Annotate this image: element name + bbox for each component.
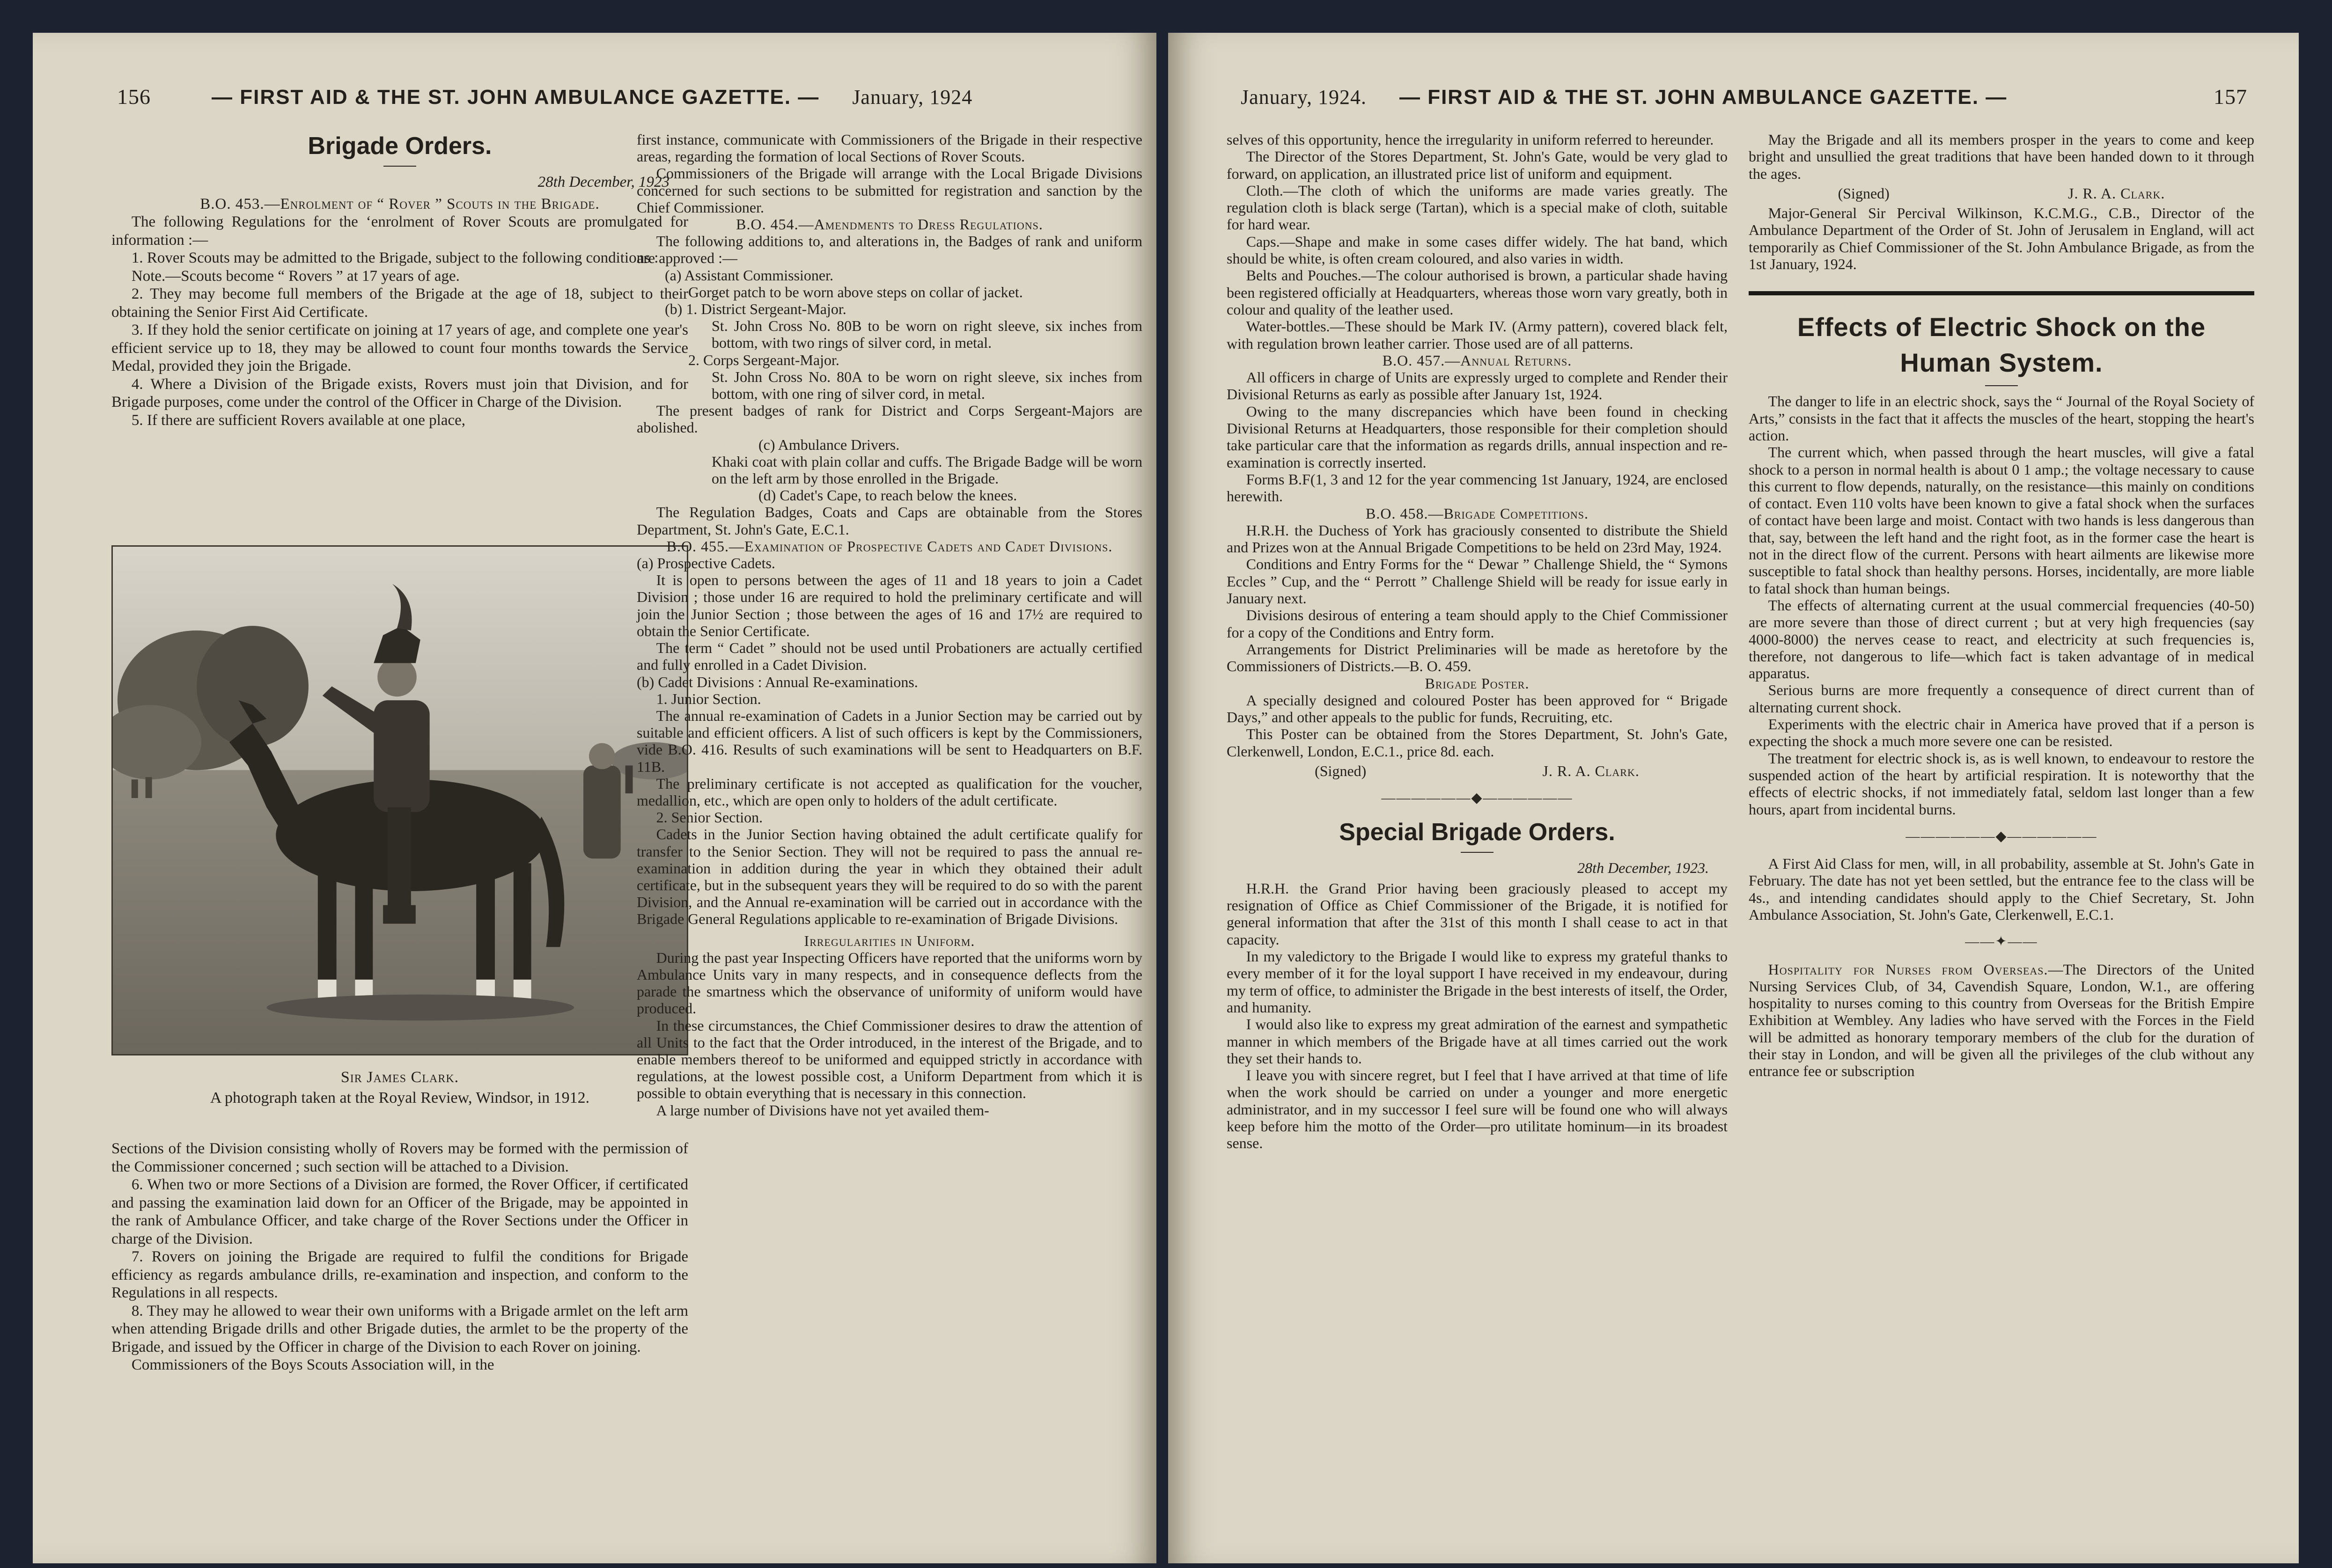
left-column-2 [637, 131, 1142, 1119]
left-column-1-bottom [111, 1140, 688, 1374]
paragraph: The annual re-examination of Cadets in a Junior Section may be carried out by suitable and efficient officers. A list of such officers is kept by the Commissioners, vide B.O. 416. Results of such examinations will be sent to Headquarters on B.F. 11B. [637, 707, 1142, 775]
photo-caption [111, 1067, 688, 1108]
page-number: 156 [117, 85, 151, 109]
order-title: B.O. 458.—Brigade Competitions. [1366, 505, 1589, 522]
list-item: Gorget patch to be worn above steps on collar of jacket. [688, 283, 1023, 300]
list-item: Khaki coat with plain collar and cuffs. The Brigade Badge will be worn on the left arm by those enrolled in the Brigade. [712, 453, 1142, 487]
list-item: (b) 1. District Sergeant-Major. [665, 300, 846, 318]
paragraph: The term “ Cadet ” should not be used until Probationers are actually certified and fully enrolled in a Cadet Division. [637, 639, 1142, 674]
list-item: (a) Prospective Cadets. [637, 555, 775, 572]
right-column-1 [1227, 131, 1728, 1152]
caption-name: Sir James Clark. [340, 1069, 459, 1086]
order-title: B.O. 457.—Annual Returns. [1382, 352, 1572, 369]
order-title: B.O. 454.—Amendments to Dress Regulations. [736, 216, 1043, 233]
paragraph: During the past year Inspecting Officers have reported that the uniforms worn by Ambulance Units vary in many respects, and in consequence deflects from the parade the smartness which the observance of uniformity of uniform would have produced. [637, 949, 1142, 1017]
section-heading: Brigade Orders. [308, 132, 492, 160]
ornament-divider: ——————◆—————— [1381, 790, 1573, 806]
paragraph: The treatment for electric shock is, as is well known, to endeavour to restore the suspended action of the heart by artificial respiration. It is noteworthy that the effects of electric shocks, if not immediately fatal, seldom last longer than a few hours, apart from incidental burns. [1749, 749, 2254, 818]
paragraph: 3. If they hold the senior certificate on joining at 17 years of age, and complete one year's efficient service up to 18, they may be allowed to count four months towards the Service Medal, provided they join the Brigade. [111, 322, 688, 374]
journal-title: — FIRST AID & THE ST. JOHN AMBULANCE GAZETTE. — [1399, 86, 2008, 109]
paragraph: The current which, when passed through the heart muscles, will give a fatal shock to a person in normal health is about 0 1 amp.; the voltage necessary to cause this current to flow depends, naturally, on the resistance—this mainly on conditions of contact. Even 110 volts have been known to give a fatal shock when the surfaces of contact have been large and moist. Contact with two hands is less dangerous than that, say, between the left hand and the right foot, as in the former case the heart is not in the direct flow of the current. Persons with heart ailments are likewise more susceptible to fatal shock than healthy persons. Horses, incidentally, are more liable to fatal shock than human beings. [1749, 444, 2254, 597]
dateline: 28th December, 1923. [1577, 859, 1709, 876]
paragraph: 8. They may he allowed to wear their own uniforms with a Brigade armlet on the left arm when attending Brigade drills and other Brigade duties, the armlet to be the property of the Brigade, and issued by the Officer in charge of the Division to each Rover on joining. [111, 1302, 688, 1356]
paragraph: The following Regulations for the ‘enrolment of Rover Scouts are promulgated for information :— [111, 213, 688, 249]
paragraph-lead: Hospitality for Nurses from Overseas. [1768, 960, 2048, 978]
paragraph: May the Brigade and all its members prosper in the years to come and keep bright and unsullied the great traditions that have been handed down to it through the ages. [1749, 131, 2254, 182]
photograph-sir-james-clark [111, 545, 688, 1055]
dateline: 28th December, 1923 [537, 174, 669, 191]
paragraph: A First Aid Class for men, will, in all probability, assemble at St. John's Gate in February. The date has not yet been settled, but the entrance fee to the class will be 4s., and intending candidates should apply to the Chief Secretary, St. John Ambulance Association, St. John's Gate, Clerkenwell, E.C.1. [1749, 855, 2254, 923]
paragraph: Conditions and Entry Forms for the “ Dewar ” Challenge Shield, the “ Symons Eccles ” Cup, and the “ Perrott ” Challenge Shield will be ready for issue early in January next. [1227, 556, 1728, 607]
paragraph: This Poster can be obtained from the Stores Department, St. John's Gate, Clerkenwell, London, E.C.1., price 8d. each. [1227, 725, 1728, 760]
paragraph: Major-General Sir Percival Wilkinson, K.C.M.G., C.B., Director of the Ambulance Department of the Order of St. John of Jerusalem in England, will act temporarily as Chief Commissioner of the St. John Ambulance Brigade, as from the 1st January, 1924. [1749, 205, 2254, 273]
paragraph: Note.—Scouts become “ Rovers ” at 17 years of age. [131, 267, 460, 285]
list-item: (d) Cadet's Cape, to reach below the knees. [758, 487, 1017, 504]
paragraph: 6. When two or more Sections of a Division are formed, the Rover Officer, if certificated and passing the examination laid down for an Officer of the Brigade, may be appointed in the rank of Ambulance Officer, and take charge of the Rover Sections under the Officer in charge of the Division. [111, 1176, 688, 1247]
paragraph: I would also like to express my great admiration of the earnest and sympathetic manner in which members of the Brigade have at all times carried out the work they set their hands to. [1227, 1016, 1728, 1067]
paragraph: Water-bottles.—These should be Mark IV. (Army pattern), covered black felt, with regulation brown leather carrier. Those used are of all patterns. [1227, 318, 1728, 352]
issue-date: January, 1924 [852, 86, 973, 109]
running-head-right [1241, 84, 2247, 122]
paragraph: Divisions desirous of entering a team should apply to the Chief Commissioner for a copy of the Conditions and Entry form. [1227, 607, 1728, 641]
list-item: 2. Corps Sergeant-Major. [688, 351, 839, 368]
signed-label: (Signed) [1838, 184, 1890, 202]
left-page [33, 33, 1156, 1563]
divider [1985, 385, 2018, 386]
list-item: (b) Cadet Divisions : Annual Re-examinations. [637, 673, 918, 690]
paragraph: Belts and Pouches.—The colour authorised is brown, a particular shade having been registered officially at Headquarters, whereas those worn vary greatly, both in colour and quality of the leather used. [1227, 267, 1728, 318]
paragraph: The preliminary certificate is not accepted as qualification for the voucher, medallion, etc., which are open only to holders of the adult certificate. [637, 775, 1142, 809]
right-page [1168, 33, 2299, 1563]
ornament-divider: ——————◆—————— [1905, 828, 2097, 844]
divider [383, 166, 416, 167]
subsection-title: Brigade Poster. [1425, 674, 1530, 692]
paragraph: H.R.H. the Duchess of York has graciously consented to distribute the Shield and Prizes won at the Annual Brigade Competitions to be held on 23rd May, 1924. [1227, 521, 1728, 556]
paragraph: selves of this opportunity, hence the irregularity in uniform referred to hereunder. [1227, 131, 1714, 148]
signatory-name: J. R. A. Clark. [1542, 762, 1640, 779]
paragraph: 2. They may become full members of the Brigade at the age of 18, subject to their obtaining the Senior First Aid Certificate. [111, 286, 688, 321]
paragraph: 7. Rovers on joining the Brigade are required to fulfil the conditions for Brigade efficiency as regards ambulance drills, re-examination and inspection, and conform to the Regulations in all respects. [111, 1248, 688, 1301]
paragraph: The Director of the Stores Department, St. John's Gate, would be very glad to forward, on application, an illustrated price list of uniform and equipment. [1227, 148, 1728, 182]
ornament-divider: ——✦—— [1965, 934, 2038, 950]
paragraph: In my valedictory to the Brigade I would like to express my grateful thanks to every member of it for the loyal support I have received in my endeavour, during my term of office, to administer the Brigade in the best interests of itself, the Order, and humanity. [1227, 948, 1728, 1016]
signed-label: (Signed) [1315, 762, 1367, 779]
paragraph: H.R.H. the Grand Prior having been graciously pleased to accept my resignation of Office as Chief Commissioner of the Brigade, it is notified for general information that after the 31st of this month I shall cease to act in that capacity. [1227, 879, 1728, 948]
divider [1461, 852, 1493, 853]
section-heading: Special Brigade Orders. [1339, 818, 1615, 846]
signature-line [1227, 762, 1728, 779]
photo-illustration [113, 547, 687, 1054]
list-item: (a) Assistant Commissioner. [665, 266, 833, 284]
order-title: B.O. 455.—Examination of Prospective Cadets and Cadet Divisions. [666, 537, 1113, 555]
paragraph: Cadets in the Junior Section having obtained the adult certificate qualify for transfer to the Senior Section. They will not be required to pass the annual re-examination in addition during the year in which they obtained their adult certificate, but in the subsequent years they will be required to do so with the parent Division, and the Annual re-examination will be carried out in accordance with the Brigade General Regulations applicable to re-examination of Brigade Divisions. [637, 826, 1142, 928]
paragraph: Experiments with the electric chair in America have proved that if a person is expecting the shock a much more severe one can be resisted. [1749, 716, 2254, 750]
paragraph: All officers in charge of Units are expressly urged to complete and Render their Divisional Returns as early as possible after January 1st, 1924. [1227, 369, 1728, 403]
list-item: 2. Senior Section. [656, 809, 763, 826]
paragraph: 5. If there are sufficient Rovers available at one place, [131, 411, 466, 429]
paragraph: The following additions to, and alterations in, the Badges of rank and uniform are approved :— [637, 233, 1142, 267]
left-column-1-top [111, 131, 688, 429]
paragraph: The Regulation Badges, Coats and Caps are obtainable from the Stores Department, St. John's Gate, E.C.1. [637, 504, 1142, 538]
paragraph: Caps.—Shape and make in some cases differ widely. The hat band, which should be white, is often cream coloured, and also varies in width. [1227, 233, 1728, 267]
paragraph: Commissioners of the Brigade will arrange with the Local Brigade Divisions concerned for such sections to be submitted for registration and sanction by the Chief Commissioner. [637, 165, 1142, 216]
subsection-title: Irregularities in Uniform. [804, 932, 975, 949]
list-item: 1. Junior Section. [656, 690, 761, 707]
paragraph: I leave you with sincere regret, but I feel that I have arrived at that time of life when the work should be carried on under a younger and more energetic administrator, and in my successor I feel sure will be found one who will always keep before him the motto of the Order—pro utilitate hominum—in its broadest sense. [1227, 1067, 1728, 1152]
article-heading: Effects of Electric Shock on the Human System. [1797, 312, 2206, 378]
section-rule [1749, 291, 2254, 295]
paragraph: Sections of the Division consisting wholly of Rovers may be formed with the permission of the Commissioner concerned ; such section will be attached to a Division. [111, 1140, 688, 1175]
order-title: B.O. 453.—Enrolment of “ Rover ” Scouts in the Brigade. [200, 195, 600, 212]
paragraph: first instance, communicate with Commissioners of the Brigade in their respective areas, regarding the formation of local Sections of Rover Scouts. [637, 131, 1142, 165]
list-item: (c) Ambulance Drivers. [758, 436, 900, 453]
paragraph: The danger to life in an electric shock, says the “ Journal of the Royal Society of Arts,” consists in the fact that it affects the muscles of the heart, stopping the heart's action. [1749, 393, 2254, 444]
paragraph: 4. Where a Division of the Brigade exists, Rovers must join that Division, and for Brigade purposes, come under the control of the Officer in Charge of the Division. [111, 375, 688, 410]
issue-date: January, 1924. [1241, 86, 1367, 109]
paragraph: The present badges of rank for District and Corps Sergeant-Majors are abolished. [637, 402, 1142, 436]
journal-title: — FIRST AID & THE ST. JOHN AMBULANCE GAZETTE. — [212, 86, 820, 109]
signatory-name: J. R. A. Clark. [2068, 184, 2165, 202]
paragraph: Arrangements for District Preliminaries will be made as heretofore by the Commissioners of Districts.—B. O. 459. [1227, 640, 1728, 675]
paragraph: A specially designed and coloured Poster has been approved for “ Brigade Days,” and other appeals to the public for funds, Recruiting, etc. [1227, 691, 1728, 726]
paragraph [1749, 961, 2254, 1080]
running-head-left [117, 84, 1119, 122]
paragraph: Commissioners of the Boys Scouts Association will, in the [131, 1356, 494, 1373]
paragraph: Serious burns are more frequently a consequence of direct current than of alternating current shock. [1749, 681, 2254, 716]
paragraph: 1. Rover Scouts may be admitted to the Brigade, subject to the following conditions : [131, 249, 659, 266]
signature-line [1749, 185, 2254, 202]
caption-text: A photograph taken at the Royal Review, Windsor, in 1912. [210, 1089, 590, 1106]
paragraph: Cloth.—The cloth of which the uniforms are made varies greatly. The regulation cloth is black serge (Tartan), which is a special make of cloth, suitable for hard wear. [1227, 182, 1728, 233]
right-column-2 [1749, 131, 2254, 1080]
list-item: St. John Cross No. 80B to be worn on right sleeve, six inches from bottom, with two rings of silver cord, in metal. [712, 317, 1142, 352]
page-number: 157 [2214, 85, 2247, 109]
paragraph-body: —The Directors of the United Nursing Services Club, of 34, Cavendish Square, London, W.1., are offering hospitality to nurses coming to this country from Overseas for the British Empire Exhibition at Wembley. Any ladies who have served with the Forces in the Field will be admitted as honorary temporary members of the club for the duration of their stay in London, and will be given all the privileges of the club without any entrance fee or subscription [1749, 960, 2254, 1080]
paragraph: Owing to the many discrepancies which have been found in checking Divisional Returns at Headquarters, those responsible for their completion should take particular care that the information as regards drills, annual inspection and re-examination is correctly inserted. [1227, 403, 1728, 471]
paragraph: In these circumstances, the Chief Commissioner desires to draw the attention of all Units to the fact that the Order introduced, in the interest of the Brigade, and to enable members thereof to be uniformed and equipped strictly in accordance with regulations, at the lowest possible cost, a Uniform Department from which it is possible to obtain everything that is necessary in this connection. [637, 1017, 1142, 1102]
paragraph: A large number of Divisions have not yet availed them- [656, 1101, 989, 1119]
paragraph: The effects of alternating current at the usual commercial frequencies (40-50) are more severe than those of direct current ; but at very high frequencies (say 4000-8000) the nerves cease to react, and electricity at such frequencies is, therefore, not dangerous to life—which fact is taken advantage of in medical apparatus. [1749, 596, 2254, 682]
list-item: St. John Cross No. 80A to be worn on right sleeve, six inches from bottom, with one ring of silver cord, in metal. [712, 368, 1142, 403]
paragraph: It is open to persons between the ages of 11 and 18 years to join a Cadet Division ; those under 16 are required to hold the preliminary certificate and will join the Junior Section ; those between the ages of 16 and 17½ are required to obtain the Senior Certificate. [637, 572, 1142, 639]
paragraph: Forms B.F(1, 3 and 12 for the year commencing 1st January, 1924, are enclosed herewith. [1227, 470, 1728, 505]
